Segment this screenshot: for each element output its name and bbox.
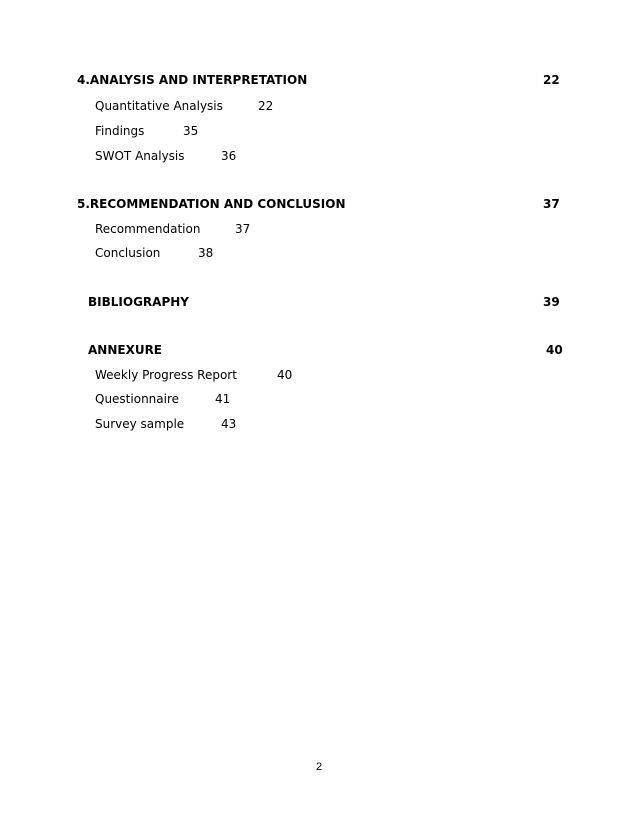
page-number: 2	[315, 761, 323, 773]
toc-heading-analysis-page: 22	[543, 73, 560, 87]
toc-item-survey-sample: Survey sample	[95, 417, 185, 431]
toc-item-quantitative-analysis-page: 22	[258, 99, 274, 113]
toc-item-conclusion-page: 38	[198, 246, 214, 260]
toc-item-weekly-progress-report: Weekly Progress Report	[95, 368, 237, 382]
toc-item-swot-analysis: SWOT Analysis	[95, 149, 185, 163]
toc-item-survey-sample-page: 43	[221, 417, 237, 431]
toc-item-conclusion: Conclusion	[95, 246, 161, 260]
toc-heading-annexure-page: 40	[546, 343, 563, 357]
toc-item-quantitative-analysis: Quantitative Analysis	[95, 99, 223, 113]
toc-item-recommendation-page: 37	[235, 222, 251, 236]
toc-heading-bibliography: BIBLIOGRAPHY	[88, 295, 189, 309]
toc-heading-annexure: ANNEXURE	[88, 343, 163, 357]
toc-item-swot-analysis-page: 36	[221, 149, 237, 163]
toc-item-questionnaire: Questionnaire	[95, 392, 180, 406]
toc-heading-bibliography-page: 39	[543, 295, 560, 309]
toc-item-recommendation: Recommendation	[95, 222, 201, 236]
toc-heading-recommendation: 5.RECOMMENDATION AND CONCLUSION	[77, 197, 346, 211]
toc-item-findings: Findings	[95, 124, 145, 138]
toc-item-questionnaire-page: 41	[215, 392, 231, 406]
toc-heading-analysis: 4.ANALYSIS AND INTERPRETATION	[77, 73, 308, 87]
toc-item-findings-page: 35	[183, 124, 199, 138]
toc-item-weekly-progress-report-page: 40	[277, 368, 293, 382]
toc-heading-recommendation-page: 37	[543, 197, 560, 211]
